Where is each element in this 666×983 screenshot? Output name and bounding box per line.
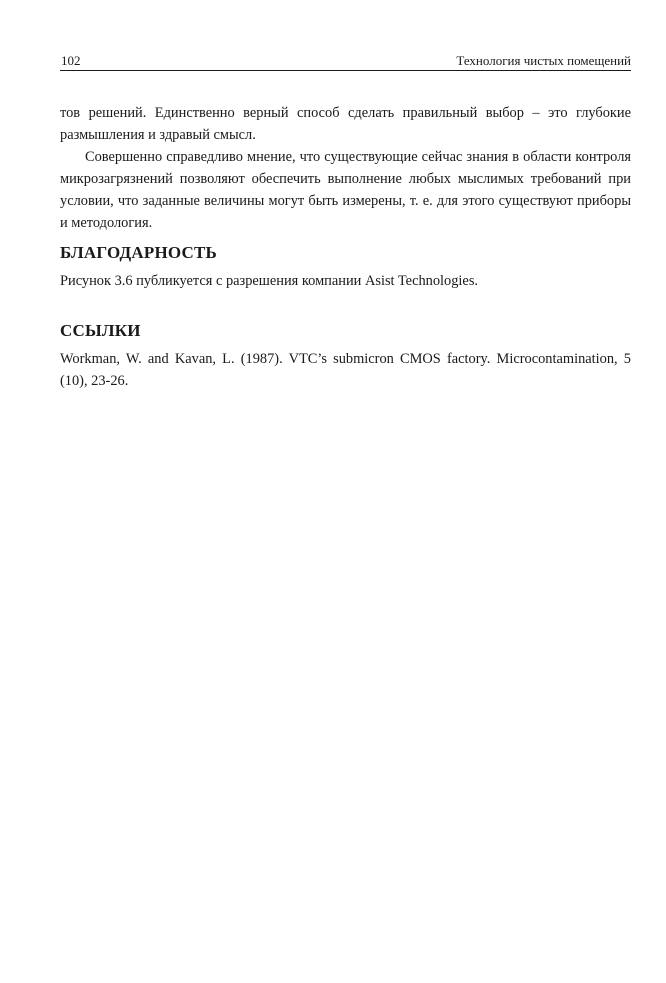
body-paragraph: Совершенно справедливо мнение, что существующие сейчас знания в области контроля микрозагрязнений позволяют обеспечить выполнение любых мыслимых требований при условии, что заданные величины могут быть измерены, т. е. для этого существуют приборы и методология. xyxy=(60,149,631,231)
section-heading-references: ССЫЛКИ xyxy=(60,321,141,340)
page-header xyxy=(60,50,631,71)
body-paragraph: тов решений. Единственно верный способ сделать правильный выбор – это глубокие размышления и здравый смысл. xyxy=(60,105,631,143)
acknowledgement-text: Рисунок 3.6 публикуется с разрешения компании Asist Technologies. xyxy=(60,273,479,289)
page-number: 102 xyxy=(61,53,81,68)
reference-item: Workman, W. and Kavan, L. (1987). VTC’s submicron CMOS factory. Microcontamination, 5 (10), 23-26. xyxy=(60,351,631,389)
section-heading-acknowledgement: БЛАГОДАРНОСТЬ xyxy=(60,243,217,262)
running-title: Технология чистых помещений xyxy=(456,53,631,68)
